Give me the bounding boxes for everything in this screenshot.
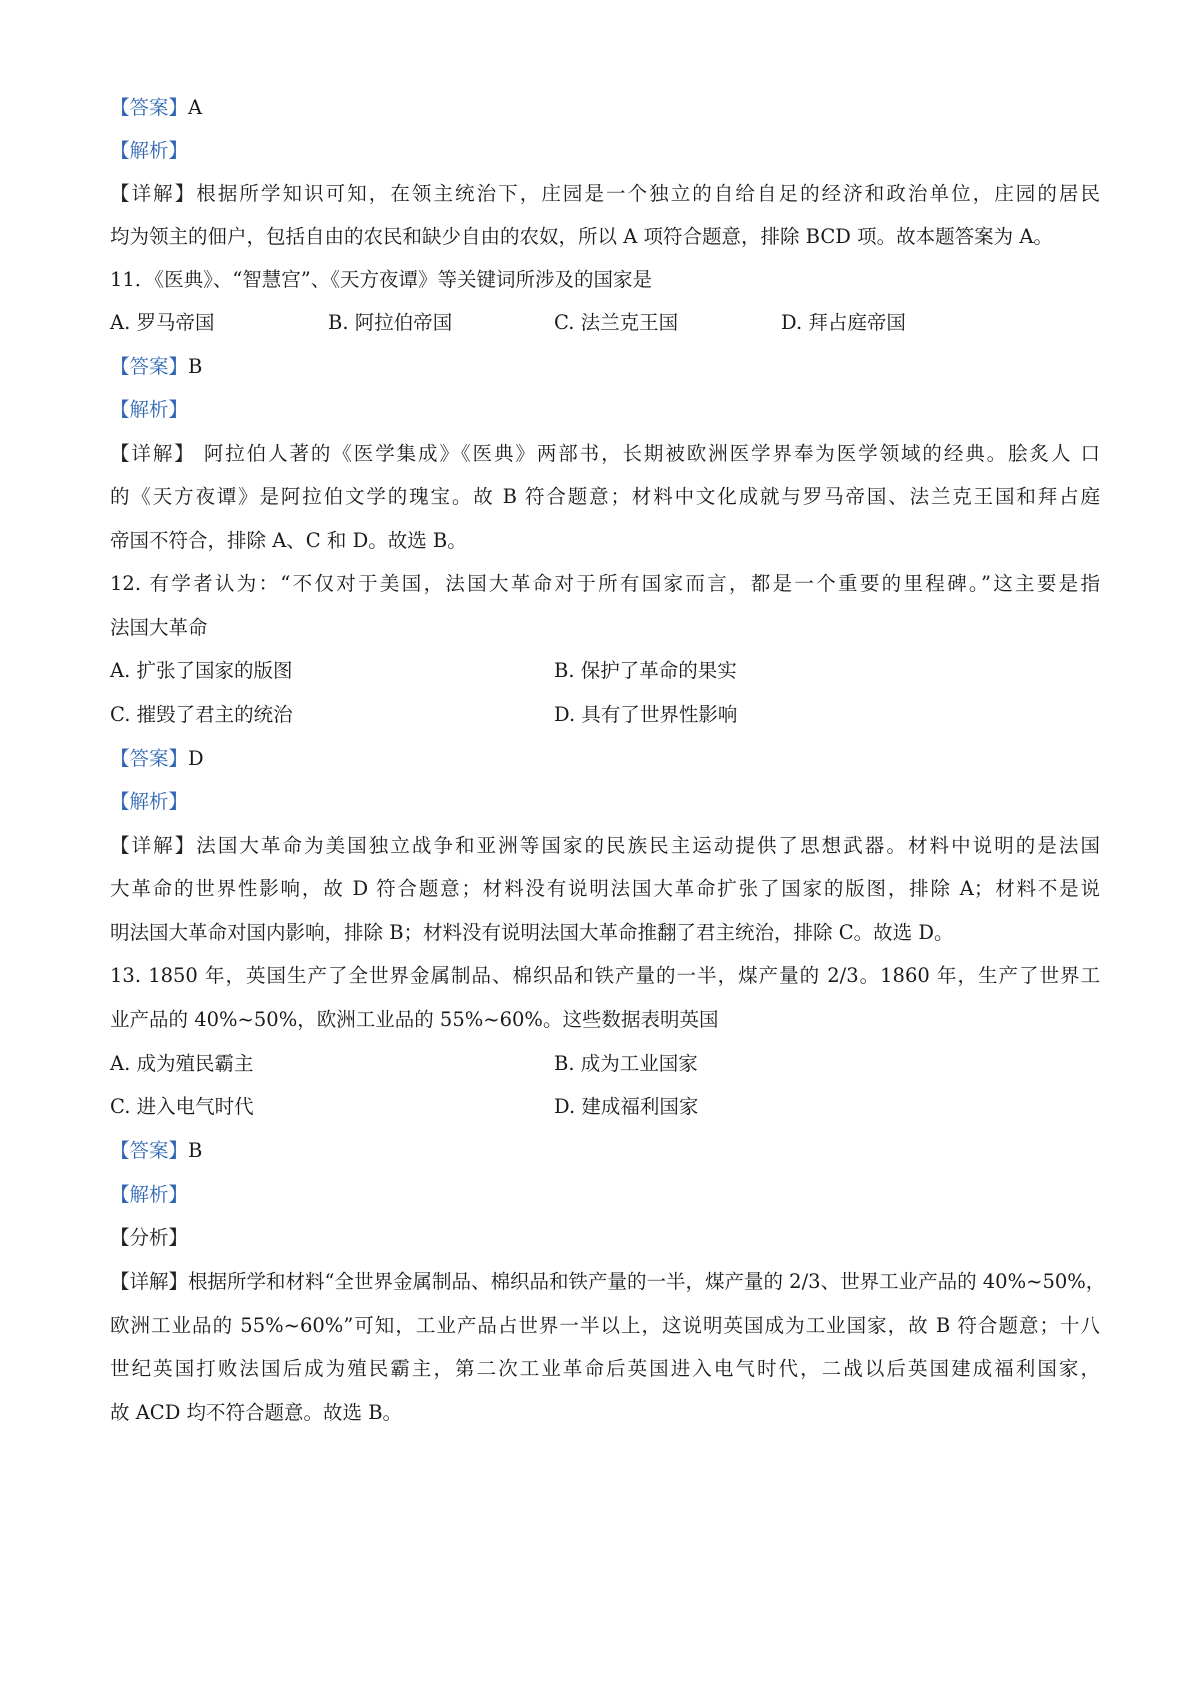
detail-text: 大革命的世界性影响，故 D 符合题意；材料没有说明法国大革命扩张了国家的版图，排除 A；材料不是说 xyxy=(110,877,1100,900)
option-c: C. 进入电气时代 xyxy=(110,1095,254,1118)
detail-line xyxy=(110,1267,1106,1297)
question-text: 13. 1850 年，英国生产了全世界金属制品、棉织品和铁产量的一半，煤产量的 2/3。1860 年，生产了世界工 xyxy=(110,964,1100,987)
detail-line xyxy=(110,222,1100,252)
option-d: D. 拜占庭帝国 xyxy=(781,311,906,334)
analysis-label: 【解析】 xyxy=(110,1183,189,1206)
detail-line xyxy=(110,1311,1100,1341)
question-text: 12. 有学者认为：“不仅对于美国，法国大革命对于所有国家而言，都是一个重要的里程碑。”这主要是指 xyxy=(110,572,1100,595)
detail-text: 明法国大革命对国内影响，排除 B；材料没有说明法国大革命推翻了君主统治，排除 C。故选 D。 xyxy=(110,921,954,944)
question-text: 法国大革命 xyxy=(110,616,208,639)
question-stem xyxy=(110,569,1100,599)
option-d: D. 建成福利国家 xyxy=(554,1095,699,1118)
detail-line xyxy=(110,526,1100,556)
fenxi-label: 【分析】 xyxy=(110,1226,189,1249)
detail-text: 法国大革命为美国独立战争和亚洲等国家的民族民主运动提供了思想武器。材料中说明的是法国 xyxy=(196,834,1100,857)
detail-line xyxy=(110,874,1100,904)
answer-line xyxy=(110,744,1100,774)
answer-label: 【答案】 xyxy=(110,96,189,119)
detail-line xyxy=(110,831,1100,861)
analysis-line xyxy=(110,136,1100,166)
option-a: A. 罗马帝国 xyxy=(110,311,215,334)
option-c: C. 法兰克王国 xyxy=(554,311,679,334)
detail-text: 均为领主的佃户，包括自由的农民和缺少自由的农奴，所以 A 项符合题意，排除 BCD 项。故本题答案为 A。 xyxy=(110,225,1053,248)
option-d: D. 具有了世界性影响 xyxy=(554,703,738,726)
question-text: 业产品的 40%~50%，欧洲工业品的 55%~60%。这些数据表明英国 xyxy=(110,1008,719,1031)
option-b: B. 阿拉伯帝国 xyxy=(328,311,453,334)
question-stem xyxy=(110,1005,1100,1035)
detail-text: 的《天方夜谭》是阿拉伯文学的瑰宝。故 B 符合题意；材料中文化成就与罗马帝国、法兰克王国和拜占庭 xyxy=(110,485,1100,508)
answer-value: D xyxy=(188,747,204,770)
question-stem xyxy=(110,961,1100,991)
analysis-line xyxy=(110,395,1100,425)
detail-text: 欧洲工业品的 55%~60%”可知，工业产品占世界一半以上，这说明英国成为工业国家，故 B 符合题意；十八 xyxy=(110,1314,1100,1337)
detail-line xyxy=(110,439,1100,469)
detail-label: 【详解】 xyxy=(110,834,197,857)
analysis-label: 【解析】 xyxy=(110,398,189,421)
answer-value: B xyxy=(188,355,203,378)
answer-line xyxy=(110,93,1100,123)
answer-value: B xyxy=(188,1139,203,1162)
option-a: A. 成为殖民霸主 xyxy=(110,1052,254,1075)
option-c: C. 摧毁了君主的统治 xyxy=(110,703,293,726)
detail-line xyxy=(110,482,1100,512)
detail-line xyxy=(110,1398,1100,1428)
analysis-label: 【解析】 xyxy=(110,139,189,162)
detail-label: 【详解】 xyxy=(110,1270,189,1293)
detail-label: 【详解】 xyxy=(110,442,196,465)
answer-value: A xyxy=(188,96,203,119)
detail-text: 帝国不符合，排除 A、C 和 D。故选 B。 xyxy=(110,529,467,552)
option-b: B. 成为工业国家 xyxy=(554,1052,698,1075)
detail-line xyxy=(110,1354,1100,1384)
detail-text: 故 ACD 均不符合题意。故选 B。 xyxy=(110,1401,403,1424)
detail-label: 【详解】 xyxy=(110,182,197,205)
answer-label: 【答案】 xyxy=(110,1139,189,1162)
detail-text: 根据所学知识可知，在领主统治下，庄园是一个独立的自给自足的经济和政治单位，庄园的居民 xyxy=(196,182,1100,205)
analysis-label: 【解析】 xyxy=(110,790,189,813)
question-text: 11．《医典》、“智慧宫”、《天方夜谭》等关键词所涉及的国家是 xyxy=(110,268,653,291)
answer-line xyxy=(110,1136,1100,1166)
answer-line xyxy=(110,352,1100,382)
detail-text: 世纪英国打败法国后成为殖民霸主，第二次工业革命后英国进入电气时代，二战以后英国建成福利国家， xyxy=(110,1357,1100,1380)
answer-label: 【答案】 xyxy=(110,355,189,378)
option-a: A. 扩张了国家的版图 xyxy=(110,659,293,682)
detail-line xyxy=(110,179,1100,209)
fenxi-line xyxy=(110,1223,1100,1253)
analysis-line xyxy=(110,787,1100,817)
detail-text: 根据所学和材料“全世界金属制品、棉织品和铁产量的一半，煤产量的 2/3、世界工业产品的 40%~50%， xyxy=(188,1270,1106,1293)
option-b: B. 保护了革命的果实 xyxy=(554,659,737,682)
detail-line xyxy=(110,918,1100,948)
question-stem xyxy=(110,265,1100,295)
question-stem xyxy=(110,613,1100,643)
detail-text: 阿拉伯人著的《医学集成》《医典》两部书，长期被欧洲医学界奉为医学领域的经典。脍炙人 口 xyxy=(195,442,1100,465)
analysis-line xyxy=(110,1180,1100,1210)
answer-label: 【答案】 xyxy=(110,747,189,770)
